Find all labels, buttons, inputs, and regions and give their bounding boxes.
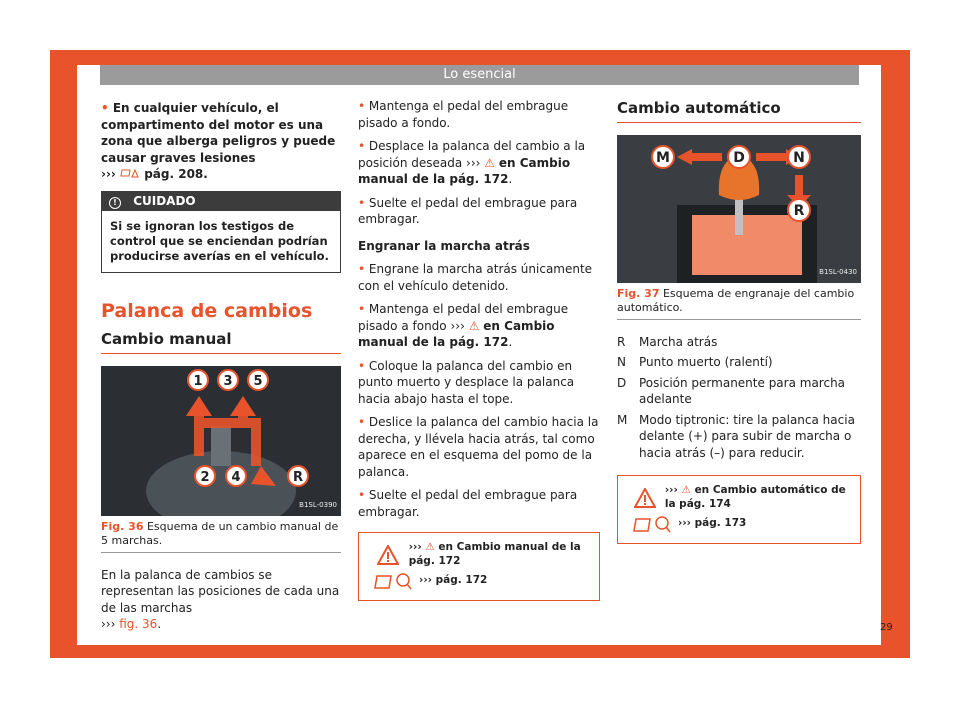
- list-item: • Mantenga el pedal del embrague pisado a fondo ››› ⚠ en Cambio manual de la pág. 172.: [358, 302, 569, 349]
- warning-reference-link[interactable]: en Cambio automático de la pág. 174: [664, 484, 846, 510]
- left-column: [101, 100, 341, 640]
- definition-row: M Modo tiptronic: tire la palanca hacia delante (+) para subir de marcha o hacia atrás (–) para reducir.: [617, 412, 855, 460]
- figure-caption: Fig. 37 Esquema de engranaje del cambio automático.: [617, 283, 861, 320]
- figure-caption: Fig. 36 Esquema de un cambio manual de 5 marchas.: [101, 516, 341, 553]
- warning-icon: ⚠: [425, 541, 435, 553]
- right-column: [617, 98, 861, 544]
- definition-row: N Punto muerto (ralentí): [617, 355, 773, 369]
- cambio-manual-link[interactable]: en Cambio manual de la pág. 172: [358, 318, 555, 349]
- list-item: • Engrane la marcha atrás únicamente con el vehículo detenido.: [358, 262, 593, 293]
- middle-column: [358, 98, 600, 601]
- gear-label-5: 5: [253, 373, 263, 389]
- figure-code: B1SL-0430: [819, 268, 857, 276]
- warning-icon: ⚠: [681, 484, 691, 496]
- list-item: • Suelte el pedal del embrague para embragar.: [358, 488, 578, 519]
- gear-label-2: 2: [200, 469, 210, 485]
- list-item: • Suelte el pedal del embrague para embragar.: [358, 195, 578, 226]
- section-title: Cambio automático: [617, 98, 861, 123]
- gear-label-3: 3: [223, 373, 233, 389]
- gear-definitions: [617, 334, 861, 462]
- gear-label-n: N: [793, 149, 805, 166]
- list-item: • Mantenga el pedal del embrague pisado a fondo.: [358, 99, 569, 130]
- gear-label-r: R: [793, 202, 805, 219]
- warning-reference-link[interactable]: en Cambio manual de la pág. 172: [408, 541, 581, 567]
- engine-note: • En cualquier vehículo, el compartimento del motor es una zona que alberga peligros y puede causar graves lesiones ››› pág. 208.: [101, 101, 336, 181]
- warning-triangle-icon: [634, 488, 656, 508]
- page-208-link[interactable]: pág. 208.: [144, 167, 208, 181]
- gear-label-m: M: [656, 149, 670, 166]
- warning-icon: ⚠: [468, 318, 480, 333]
- figure-code: B1SL-0390: [299, 501, 337, 509]
- caution-header: ! CUIDADO: [101, 191, 341, 211]
- warning-icon: ⚠: [484, 155, 496, 170]
- gear-label-4: 4: [231, 469, 241, 485]
- book-icon: [373, 570, 413, 592]
- subsection-title: Cambio manual: [101, 331, 341, 354]
- fig-36-link[interactable]: fig. 36: [119, 617, 158, 631]
- list-item: • Desplace la palanca del cambio a la posición deseada ››› ⚠ en Cambio manual de la pág. 172.: [358, 139, 586, 186]
- gear-positions-text: En la palanca de cambios se representan las posiciones de cada una de las marchas ››› fig. 36.: [101, 567, 340, 631]
- definition-row: D Posición permanente para marcha adelante: [617, 375, 846, 406]
- manual-gear-diagram: [101, 366, 341, 516]
- gear-label-1: 1: [193, 373, 203, 389]
- list-item: • Coloque la palanca del cambio en punto muerto y desplace la palanca hacia abajo hasta el tope.: [358, 358, 575, 406]
- list-item: • Deslice la palanca del cambio hacia la derecha, y llévela hacia atrás, tal como aparece en el esquema del pomo de la palanca.: [358, 415, 599, 479]
- automatic-gearbox-figure: [617, 135, 861, 283]
- page-reference-link[interactable]: pág. 173: [694, 517, 747, 530]
- page-number: 29: [880, 622, 893, 633]
- reference-box: ››› ⚠ en Cambio automático de la pág. 174 ››› pág. 173: [617, 475, 861, 544]
- caution-body: Si se ignoran los testigos de control que se enciendan podrían producirse averías en el vehículo.: [101, 211, 341, 273]
- manual-gearbox-figure: [101, 366, 341, 516]
- figure-number: Fig. 36: [101, 519, 144, 533]
- subheading: Engranar la marcha atrás: [358, 238, 530, 253]
- section-title: Palanca de cambios: [101, 299, 313, 322]
- bullet-icon: •: [101, 101, 109, 115]
- page-header: Lo esencial: [100, 65, 859, 85]
- book-icon: [632, 513, 672, 535]
- warning-triangle-icon: [377, 545, 399, 565]
- reference-box: ››› ⚠ en Cambio manual de la pág. 172 ››› pág. 172: [358, 532, 600, 601]
- book-warning-icon: [120, 167, 140, 178]
- info-icon: !: [109, 197, 121, 209]
- gear-label-r: R: [292, 469, 304, 485]
- cambio-manual-link[interactable]: en Cambio manual de la pág. 172: [358, 155, 571, 186]
- gear-label-d: D: [733, 149, 745, 166]
- definition-row: R Marcha atrás: [617, 334, 718, 349]
- automatic-gear-diagram: [617, 135, 861, 283]
- figure-number: Fig. 37: [617, 286, 660, 300]
- page-reference-link[interactable]: pág. 172: [435, 574, 488, 587]
